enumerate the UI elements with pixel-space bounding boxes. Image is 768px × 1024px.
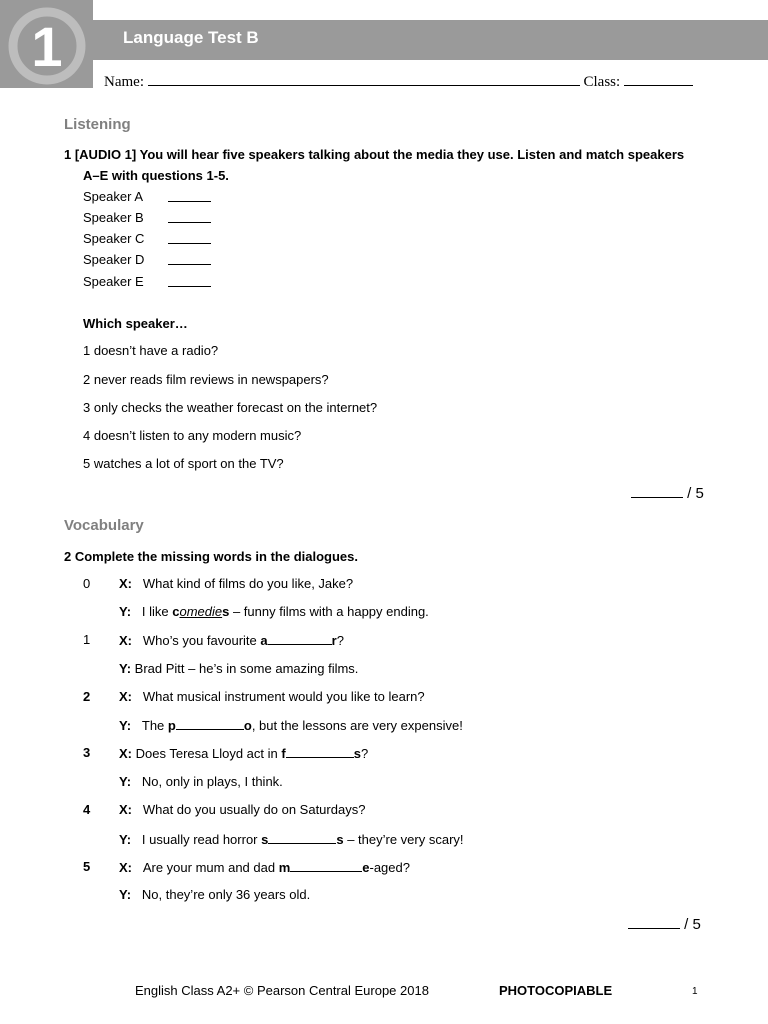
answer-blank[interactable] <box>168 231 211 247</box>
footer-copyright: English Class A2+ © Pearson Central Europe 2018 <box>135 983 429 998</box>
class-label: Class: <box>579 74 624 90</box>
which-speaker-heading: Which speaker… <box>83 316 188 331</box>
name-field[interactable] <box>148 74 580 86</box>
word-blank[interactable] <box>268 632 332 645</box>
speaker-label: Speaker C <box>83 231 145 246</box>
item-number: 5 <box>83 859 91 874</box>
answer-blank[interactable] <box>168 210 211 226</box>
listening-score <box>631 485 704 502</box>
answer-blank[interactable] <box>168 252 211 268</box>
section-heading-vocabulary: Vocabulary <box>64 517 144 534</box>
question-item: 5 watches a lot of sport on the TV? <box>83 456 284 471</box>
score-total: / 5 <box>684 916 701 933</box>
answer-blank[interactable] <box>168 189 211 205</box>
dialogue-line-y: Y: I usually read horror s s – they’re very scary! <box>119 832 464 847</box>
item-number: 1 <box>83 632 91 647</box>
question-item: 2 never reads film reviews in newspapers? <box>83 372 329 387</box>
example-answer: omedie <box>179 604 223 619</box>
score-blank[interactable] <box>628 916 680 929</box>
dialogue-line-y: Y: Brad Pitt – he’s in some amazing films. <box>119 661 359 676</box>
speaker-label: Speaker B <box>83 210 144 225</box>
unit-badge <box>0 0 93 88</box>
name-class-line <box>104 74 693 91</box>
word-blank[interactable] <box>286 745 354 758</box>
speaker-label: Speaker E <box>83 274 144 289</box>
word-blank[interactable] <box>290 859 362 872</box>
score-blank[interactable] <box>631 485 683 498</box>
speaker-row <box>83 274 144 289</box>
dialogue-line-y: Y: No, only in plays, I think. <box>119 774 283 789</box>
unit-number-graphic <box>0 0 93 88</box>
word-blank[interactable] <box>268 831 336 844</box>
speaker-row <box>83 252 144 267</box>
dialogue-line-x: X: What kind of films do you like, Jake? <box>119 576 354 591</box>
speaker-label: Speaker D <box>83 252 145 267</box>
page-title: Language Test B <box>123 28 259 47</box>
speaker-row <box>83 210 144 225</box>
question-item: 3 only checks the weather forecast on the internet? <box>83 400 378 415</box>
page-number: 1 <box>692 986 698 997</box>
dialogue-line-x: X: Does Teresa Lloyd act in f s? <box>119 746 369 761</box>
speaker-row <box>83 189 143 204</box>
task2-instruction: 2 Complete the missing words in the dialogues. <box>64 549 358 564</box>
item-number: 0 <box>83 576 91 591</box>
speaker-label: Speaker A <box>83 189 143 204</box>
dialogue-line-y: Y: No, they’re only 36 years old. <box>119 887 311 902</box>
class-field[interactable] <box>624 74 693 86</box>
section-heading-listening: Listening <box>64 116 131 133</box>
question-item: 1 doesn’t have a radio? <box>83 343 219 358</box>
answer-blank[interactable] <box>168 274 211 290</box>
item-number: 2 <box>83 689 91 704</box>
vocabulary-score <box>628 916 701 933</box>
dialogue-line-y: Y: I like comedies – funny films with a happy ending. <box>119 604 429 619</box>
speaker-row <box>83 231 144 246</box>
task1-instruction-cont: A–E with questions 1-5. <box>83 168 229 183</box>
score-total: / 5 <box>687 485 704 502</box>
item-number: 3 <box>83 745 91 760</box>
word-blank[interactable] <box>176 717 244 730</box>
dialogue-line-y: Y: The p o, but the lessons are very expensive! <box>119 718 463 733</box>
title-bar <box>93 20 768 60</box>
unit-number: 1 <box>31 15 63 78</box>
task1-instruction: 1 [AUDIO 1] You will hear five speakers talking about the media they use. Listen and match speakers <box>64 147 685 162</box>
footer-photocopiable: PHOTOCOPIABLE <box>499 983 613 998</box>
question-item: 4 doesn’t listen to any modern music? <box>83 428 302 443</box>
dialogue-line-x: X: Who’s you favourite a r? <box>119 633 344 648</box>
dialogue-line-x: X: Are your mum and dad m e-aged? <box>119 860 410 875</box>
name-label: Name: <box>104 74 148 90</box>
item-number: 4 <box>83 802 91 817</box>
dialogue-line-x: X: What musical instrument would you like to learn? <box>119 689 425 704</box>
dialogue-line-x: X: What do you usually do on Saturdays? <box>119 802 366 817</box>
